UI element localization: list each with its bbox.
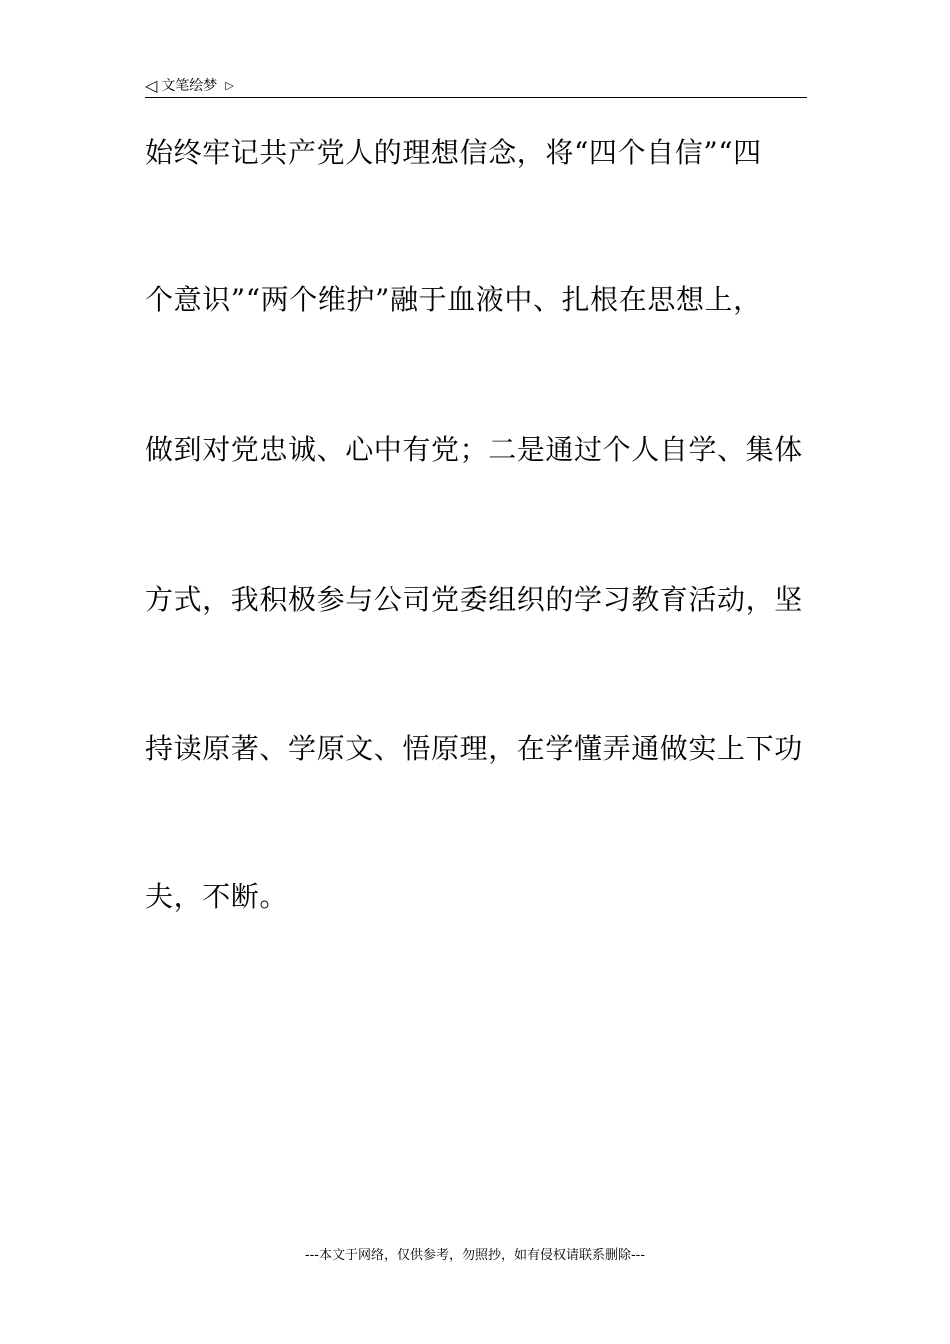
triangle-left-icon: ◁: [145, 76, 158, 95]
body-text-line: 做到对党忠诚、心中有党；二是通过个人自学、集体: [145, 433, 803, 466]
header-divider: [145, 97, 807, 98]
body-text-line: 个意识”“两个维护”融于血液中、扎根在思想上，: [145, 283, 762, 316]
body-text-line: 夫，不断。: [145, 880, 289, 913]
page-header: [145, 74, 807, 98]
footer-disclaimer: ---本文于网络，仅供参考，勿照抄，如有侵权请联系删除---: [304, 1248, 646, 1263]
body-text-line: 始终牢记共产党人的理想信念，将“四个自信”“四: [145, 136, 762, 169]
body-text-line: 持读原著、学原文、悟原理，在学懂弄通做实上下功: [145, 732, 803, 765]
body-text-line: 方式，我积极参与公司党委组织的学习教育活动，坚: [145, 583, 803, 616]
header-title: 文笔绘梦: [161, 78, 218, 94]
triangle-right-icon: ▷: [225, 79, 234, 92]
